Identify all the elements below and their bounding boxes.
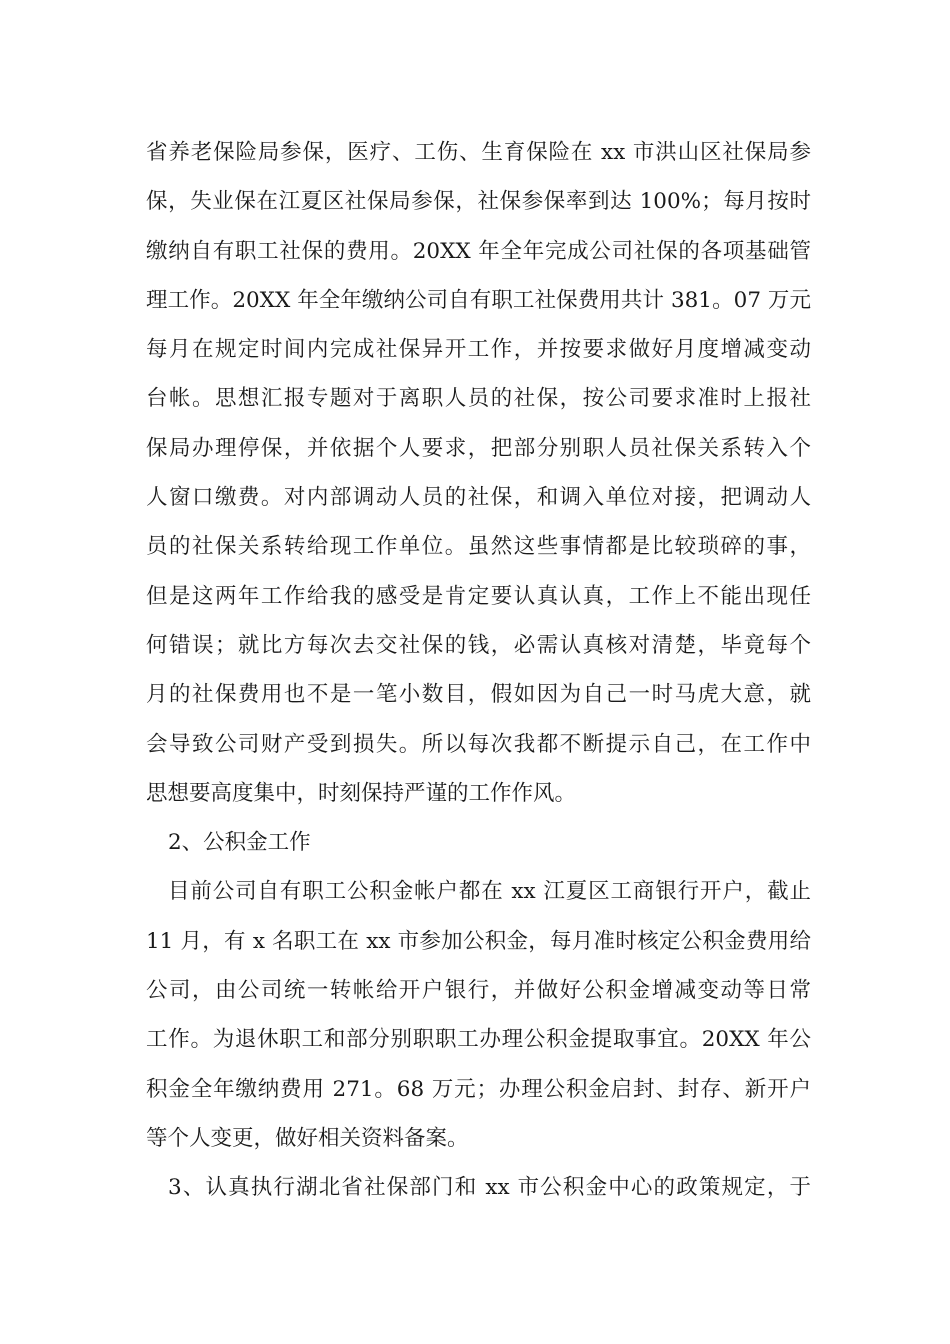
paragraph-line: 理工作。20XX 年全年缴纳公司自有职工社保费用共计 381。07 万元 — [146, 287, 811, 313]
paragraph-line: 工作。为退休职工和部分别职职工办理公积金提取事宜。20XX 年公 — [146, 1027, 811, 1053]
paragraph-line: 思想要高度集中，时刻保持严谨的工作作风。 — [146, 780, 577, 806]
document-body — [146, 128, 811, 1213]
paragraph-line: 积金全年缴纳费用 271。68 万元；办理公积金启封、封存、新开户 — [146, 1076, 811, 1102]
paragraph-line: 3、认真执行湖北省社保部门和 xx 市公积金中心的政策规定，于 — [168, 1175, 811, 1201]
paragraph-line: 每月在规定时间内完成社保异开工作，并按要求做好月度增减变动 — [146, 337, 811, 363]
paragraph-line: 11 月，有 x 名职工在 xx 市参加公积金，每月准时核定公积金费用给 — [146, 928, 811, 954]
paragraph-line: 会导致公司财产受到损失。所以每次我都不断提示自己，在工作中 — [146, 731, 811, 757]
paragraph-line: 台帐。思想汇报专题对于离职人员的社保，按公司要求准时上报社 — [146, 386, 811, 412]
paragraph-line: 人窗口缴费。对内部调动人员的社保，和调入单位对接，把调动人 — [146, 485, 811, 511]
paragraph-line: 缴纳自有职工社保的费用。20XX 年全年完成公司社保的各项基础管 — [146, 238, 811, 264]
paragraph-line: 何错误；就比方每次去交社保的钱，必需认真核对清楚，毕竟每个 — [146, 632, 811, 658]
paragraph-line: 目前公司自有职工公积金帐户都在 xx 江夏区工商银行开户，截止 — [168, 879, 811, 905]
paragraph-line: 但是这两年工作给我的感受是肯定要认真认真，工作上不能出现任 — [146, 583, 811, 609]
paragraph-line: 员的社保关系转给现工作单位。虽然这些事情都是比较琐碎的事， — [146, 534, 811, 560]
paragraph-line: 保局办理停保，并依据个人要求，把部分别职人员社保关系转入个 — [146, 435, 811, 461]
paragraph-line: 公司，由公司统一转帐给开户银行，并做好公积金增减变动等日常 — [146, 978, 811, 1004]
paragraph-line: 等个人变更，做好相关资料备案。 — [146, 1125, 469, 1151]
paragraph-line: 省养老保险局参保，医疗、工伤、生育保险在 xx 市洪山区社保局参 — [146, 140, 811, 165]
section-heading: 2、公积金工作 — [168, 830, 311, 856]
paragraph-line: 保，失业保在江夏区社保局参保，社保参保率到达 100%；每月按时 — [146, 189, 811, 215]
paragraph-line: 月的社保费用也不是一笔小数目，假如因为自己一时马虎大意，就 — [146, 682, 811, 708]
